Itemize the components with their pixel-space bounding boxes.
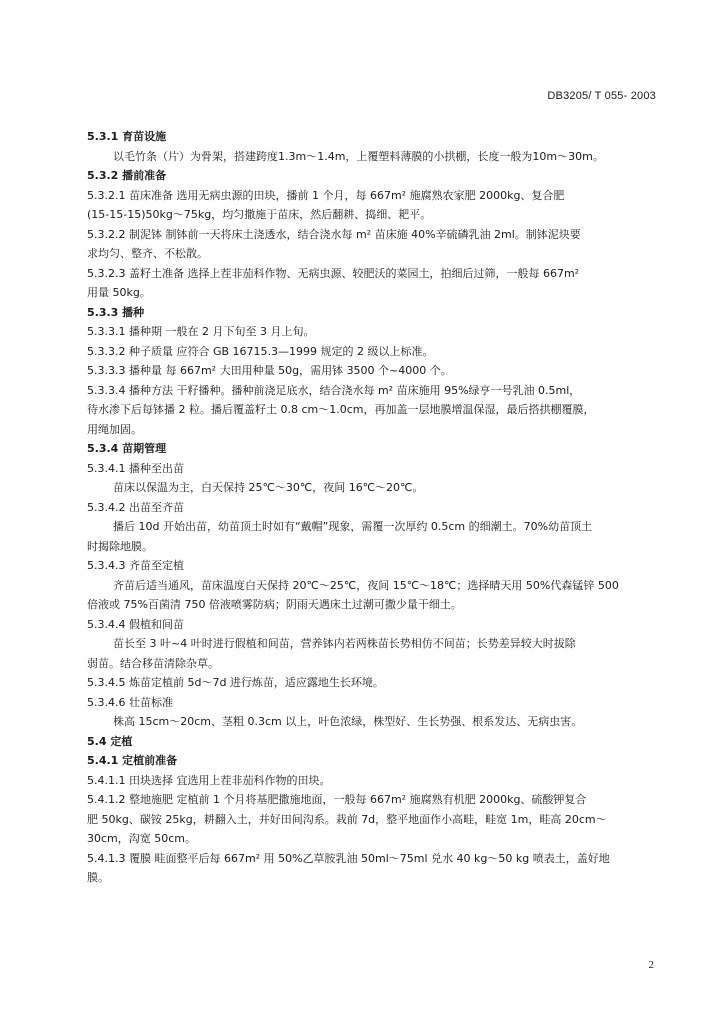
text-line: 30cm，沟宽 50cm。 [87,832,197,845]
text-line: 用绳加固。 [87,422,142,436]
text-line: 5.3.3.3 播种量 每 667m² 大田用种量 50g，需用钵 3500 个~4000 个。 [87,364,452,377]
text-line: 时揭除地膜。 [87,539,153,553]
section-heading: 5.3.1 育苗设施 [87,130,167,143]
text-line: 5.3.2.2 制泥钵 制钵前一天将床土浇透水，结合浇水每 m² 苗床施 40%辛硫磷乳油 2ml。制钵泥块要 [87,227,581,241]
text-line: 求均匀、整齐、不松散。 [87,247,208,260]
text-line: 膜。 [87,871,109,884]
text-line: 弱苗。结合移苗清除杂草。 [87,656,219,670]
text-line: 5.3.4.6 壮苗标准 [87,695,173,709]
text-line: 5.3.4.2 出苗至齐苗 [87,500,184,514]
text-line: 苗床以保温为主，白天保持 25℃～30℃，夜间 16℃～20℃。 [113,481,424,494]
text-line: 5.3.4.5 炼苗定植前 5d～7d 进行炼苗，适应露地生长环境。 [87,676,384,689]
text-line: 以毛竹条（片）为骨架，搭建跨度1.3m～1.4m，上覆塑料薄膜的小拱棚，长度一般为10m～30m。 [113,149,604,163]
text-line: 待水渗下后每钵播 2 粒。播后覆盖籽土 0.8 cm～1.0cm，再加盖一层地膜增温保湿，最后搭拱棚覆膜， [87,403,595,416]
text-line: 5.4.1.2 整地施肥 定植前 1 个月将基肥撒施地面，一般每 667m² 施腐熟有机肥 2000kg、硫酸钾复合 [87,793,587,806]
document-body [87,127,655,888]
section-heading: 5.3.4 苗期管理 [87,442,167,455]
text-line: 肥 50kg、碳铵 25kg，耕翻入土，并好田间沟系。栽前 7d，整平地面作小高畦，畦宽 1m，畦高 20cm～ [87,812,607,826]
text-line: 5.3.4.3 齐苗至定植 [87,559,184,572]
text-line: 苗长至 3 叶~4 叶时进行假植和间苗，营养钵内若两株苗长势相仿不间苗；长势差异较大时拔除 [113,637,576,650]
text-line: 齐苗后适当通风，苗床温度白天保持 20℃～25℃，夜间 15℃～18℃；选择晴天用 50%代森锰锌 500 [113,578,619,592]
text-line: 倍液或 75%百菌清 750 倍液喷雾防病；阴雨天遇床土过潮可撒少量干细土。 [87,598,462,611]
text-line: 5.4.1.3 覆膜 畦面整平后每 667m² 用 50%乙草胺乳油 50ml～75ml 兑水 40 kg～50 kg 喷表土，盖好地 [87,851,610,865]
text-line: 5.3.3.4 播种方法 干籽播种。播种前浇足底水，结合浇水每 m² 苗床施用 95%绿亨一号乳油 0.5ml， [87,383,581,397]
text-line: 5.3.4.1 播种至出苗 [87,461,184,475]
text-line: 株高 15cm～20cm、茎粗 0.3cm 以上，叶色浓绿，株型好、生长势强、根系发达、无病虫害。 [113,715,583,728]
text-line: 用量 50kg。 [87,286,151,299]
text-line: 5.3.3.2 种子质量 应符合 GB 16715.3—1999 规定的 2 级以上标准。 [87,344,434,358]
standard-code: DB3205/ T 055- 2003 [547,90,656,102]
section-heading: 5.3.3 播种 [87,305,145,319]
text-line: 5.3.2.3 盖籽土准备 选择上茬非茄科作物、无病虫源、较肥沃的菜园土，拍细后过筛，一般每 667m² [87,266,580,280]
text-line: 5.3.3.1 播种期 一般在 2 月下旬至 3 月上旬。 [87,325,315,338]
section-heading: 5.4 定植 [87,734,133,748]
text-line: 播后 10d 开始出苗，幼苗顶土时如有“戴帽”现象，需覆一次厚约 0.5cm 的细潮土。70%幼苗顶土 [113,520,593,533]
text-line: 5.3.4.4 假植和间苗 [87,617,184,631]
text-line: 5.4.1.1 田块选择 宜选用上茬非茄科作物的田块。 [87,773,331,787]
section-heading: 5.3.2 播前准备 [87,169,167,182]
text-line: (15-15-15)50kg～75kg，均匀撒施于苗床，然后翻耕、捣细、耙平。 [87,208,432,221]
text-line: 5.3.2.1 苗床准备 选用无病虫源的田块，播前 1 个月，每 667m² 施腐熟农家肥 2000kg、复合肥 [87,188,565,202]
section-heading: 5.4.1 定植前准备 [87,754,178,767]
page-number: 2 [648,959,654,971]
